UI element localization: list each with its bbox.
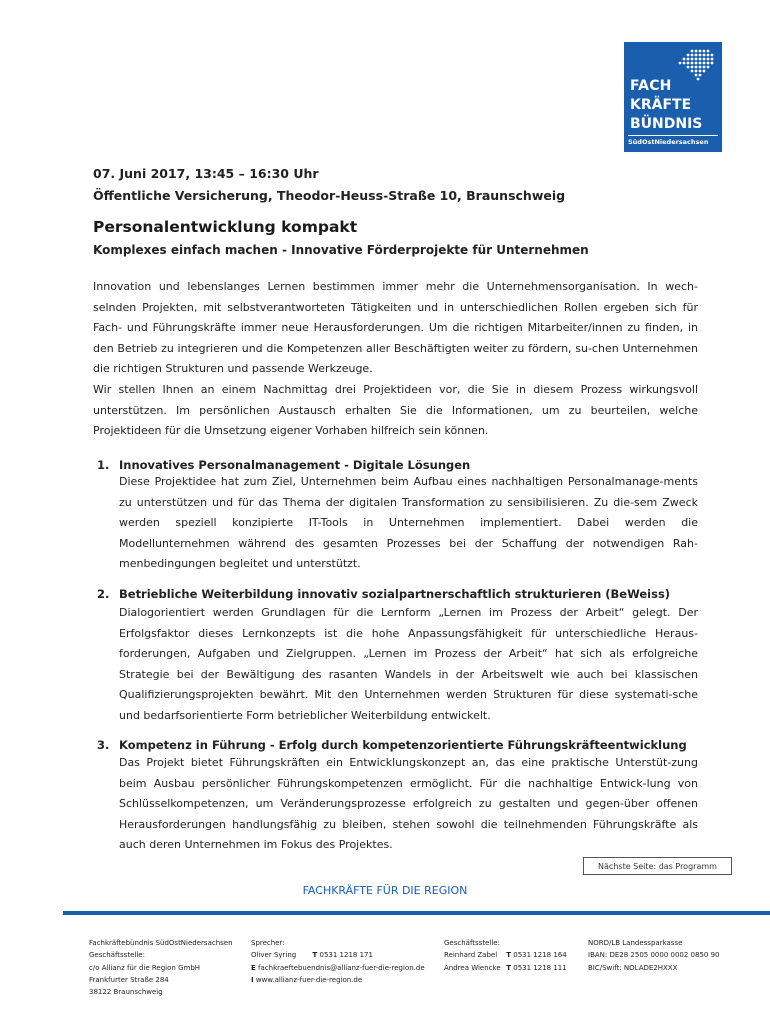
footer-speaker-name: Oliver Syring <box>251 951 297 960</box>
logo-line-3: BÜNDNIS <box>630 116 703 132</box>
item-number: 1. <box>97 458 110 472</box>
phone-icon: T <box>312 951 318 960</box>
footer-street: Frankfurter Straße 284 <box>89 975 169 984</box>
logo-line-2: KRÄFTE <box>630 97 692 113</box>
logo-line-1: FACH <box>630 78 672 94</box>
phone-icon: T <box>506 963 512 972</box>
footer-bank-name: NORD/LB Landessparkasse <box>588 939 683 947</box>
footer-iban: IBAN: DE28 2505 0000 0002 0850 90 <box>588 951 720 960</box>
footer-web-link[interactable]: www.allianz-fuer-die-region.de <box>255 975 363 984</box>
footer-contact-name: Reinhard Zabel <box>444 951 498 960</box>
page-title: Personalentwicklung kompakt <box>93 218 358 236</box>
item-body: Diese Projektidee hat zum Ziel, Unternehmen beim Aufbau eines nachhaltigen Personalmanage-ments zu unterstützen und für das Thema der digitalen Transformation zu sensibilisieren. Zu die-sem Zweck werden speziell konzipierte IT-Tools in Unternehmen implementiert. Dabei werden die Modellunternehmen während des gesamten Prozesses bei der Schaffung der notwendigen Rah-menbedingungen begleitet und unterstützt. <box>119 475 698 571</box>
footer-bank <box>588 937 720 974</box>
footer-office-label: Geschäftsstelle: <box>444 939 500 947</box>
item-heading: Betriebliche Weiterbildung innovativ sozialpartnerschaftlich strukturieren (BeWeiss) <box>119 587 671 601</box>
footer-office-label: Geschäftsstelle: <box>89 951 145 960</box>
footer-city: 38122 Braunschweig <box>89 988 163 997</box>
next-page-note: Nächste Seite: das Programm <box>583 857 732 875</box>
intro-paragraph-2: Wir stellen Ihnen an einem Nachmittag drei Projektideen vor, die Sie in diesem Prozess wirkungsvoll unterstützen. Im persönlichen Austausch erhalten Sie die Informationen, um zu beurteilen, welche Projektideen für die Umsetzung eigener Vorhaben hilfreich sein können. <box>93 383 698 438</box>
footer-contact-phone[interactable]: 0531 1218 111 <box>513 963 567 972</box>
footer-co: c/o Allianz für die Region GmbH <box>89 963 201 972</box>
footer-divider <box>63 911 770 915</box>
item-number: 2. <box>97 587 110 601</box>
footer-speaker-phone[interactable]: 0531 1218 171 <box>319 951 373 960</box>
item-heading: Kompetenz in Führung - Erfolg durch kompetenzorientierte Führungskräfteentwicklung <box>119 738 687 752</box>
logo <box>624 42 722 152</box>
intro-paragraph-1: Innovation und lebenslanges Lernen bestimmen immer mehr die Unternehmensorganisation. In wech-selnden Projekten, mit selbstverantworteten Tätigkeiten und in unterschiedlichen Rollen ergeben sich für Fach- und Führungskräfte immer neue Herausforderungen. Um die richtigen Mitarbeiter/innen zu finden, in den Betrieb zu integrieren und die Kompetenzen aller Beschäftigten weiter zu fördern, su-chen Unternehmen die richtigen Strukturen und passende Werkzeuge. <box>93 280 698 376</box>
email-icon: E <box>251 963 256 972</box>
footer-speaker-label: Sprecher: <box>251 939 285 947</box>
logo-divider <box>628 135 718 136</box>
event-date: 07. Juni 2017, 13:45 – 16:30 Uhr <box>93 166 319 181</box>
logo-region: SüdOstNiedersachsen <box>628 138 709 146</box>
footer-address <box>89 937 233 998</box>
item-number: 3. <box>97 738 110 752</box>
page-subtitle: Komplexes einfach machen - Innovative Förderprojekte für Unternehmen <box>93 243 589 257</box>
item-body: Das Projekt bietet Führungskräften ein Entwicklungskonzept an, das eine praktische Unterstüt-zung beim Ausbau persönlicher Führungskompetenzen ermöglicht. Für die nachhaltige Entwick-lung von Schlüsselkompetenzen, um Veränderungsprozesse erfolgreich zu gestalten und gegen-über offenen Herausforderungen handlungsfähig zu bleiben, stehen sowohl die teilnehmenden Führungskräfte als auch deren Unternehmen im Fokus des Projektes. <box>119 756 698 852</box>
phone-icon: T <box>506 951 512 960</box>
footer-office <box>444 937 567 974</box>
slogan: FACHKRÄFTE FÜR DIE REGION <box>302 884 468 897</box>
footer-contact-name: Andrea Wiencke <box>444 963 501 972</box>
footer-contact-phone[interactable]: 0531 1218 164 <box>513 951 567 960</box>
footer-speaker <box>251 937 425 986</box>
item-body: Dialogorientiert werden Grundlagen für die Lernform „Lernen im Prozess der Arbeit“ gelegt. Der Erfolgsfaktor dieses Lernkonzepts ist die hohe Anpassungsfähigkeit für unterschiedliche Heraus-forderungen, Aufgaben und Zielgruppen. „Lernen im Prozess der Arbeit“ hat sich als erfolgreiche Strategie bei der Bewältigung des rasanten Wandels in der Arbeitswelt wie auch bei klassischen Qualifizierungsprojekten bewährt. Mit den Unternehmen werden Strukturen für diese systemati-sche und bedarfsorientierte Form betrieblicher Weiterbildung entwickelt. <box>119 606 698 722</box>
footer-email-link[interactable]: fachkraeftebuendnis@allianz-fuer-die-region.de <box>258 963 425 972</box>
dots-pattern-icon <box>674 48 716 82</box>
footer-bic: BIC/Swift: NOLADE2HXXX <box>588 963 678 972</box>
footer-org: Fachkräftebündnis SüdOstNiedersachsen <box>89 939 233 947</box>
web-icon: I <box>251 975 254 984</box>
item-heading: Innovatives Personalmanagement - Digitale Lösungen <box>119 458 471 472</box>
event-location: Öffentliche Versicherung, Theodor-Heuss-Straße 10, Braunschweig <box>93 188 566 203</box>
